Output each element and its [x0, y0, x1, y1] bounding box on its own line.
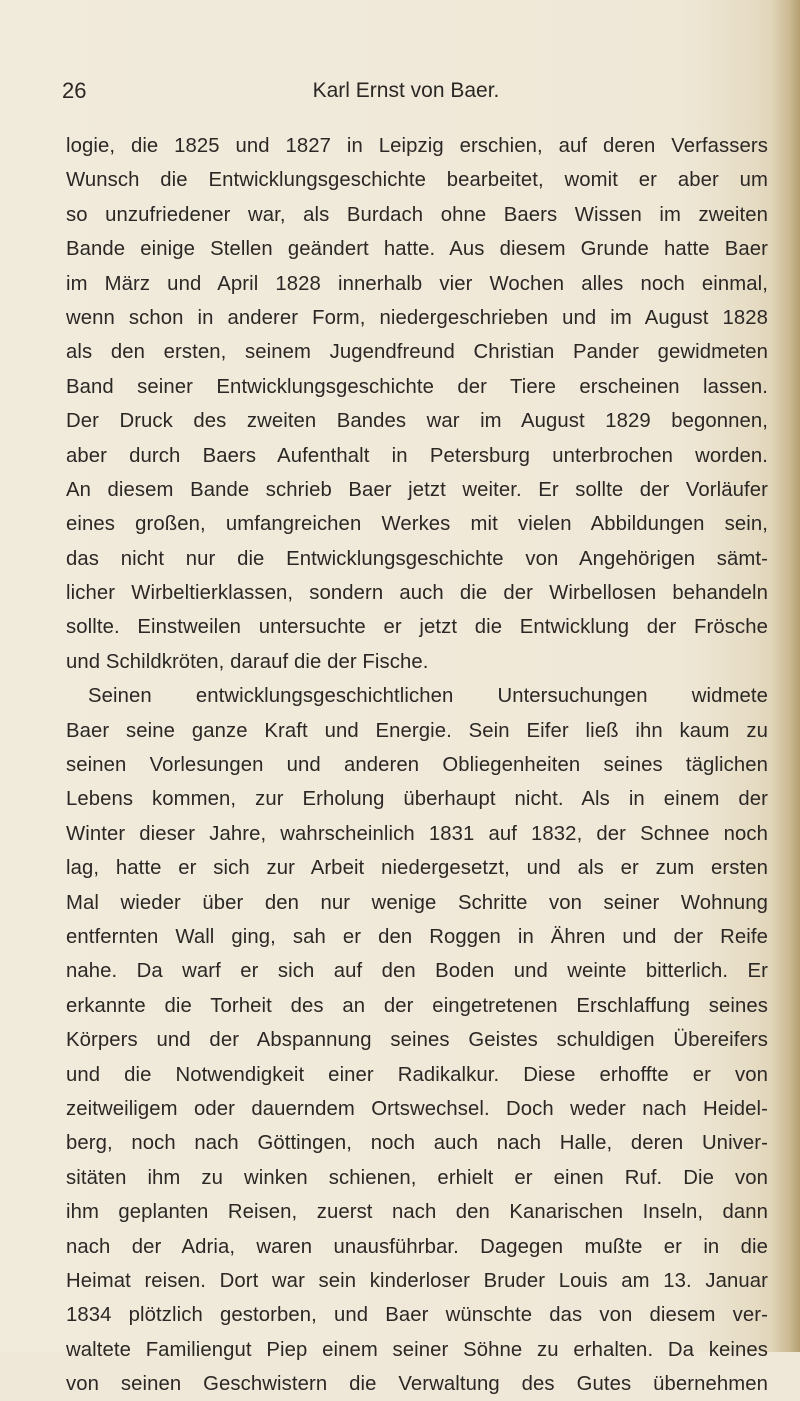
- text-line: waltete Familiengut Piep einem seiner Söhne zu erhalten. Da keines: [66, 1338, 768, 1361]
- text-line: nach der Adria, waren unausführbar. Dagegen mußte er in die: [66, 1235, 768, 1258]
- text-line: Band seiner Entwicklungsgeschichte der Tiere erscheinen lassen.: [66, 375, 768, 398]
- text-line: ihm geplanten Reisen, zuerst nach den Kanarischen Inseln, dann: [66, 1201, 768, 1224]
- text-line: berg, noch nach Göttingen, noch auch nach Halle, deren Univer-: [66, 1132, 768, 1155]
- text-line: licher Wirbeltierklassen, sondern auch die der Wirbellosen behandeln: [66, 582, 768, 605]
- paragraph-start-line: Seinen entwicklungsgeschichtlichen Untersuchungen widmete: [88, 685, 768, 708]
- text-line: seinen Vorlesungen und anderen Obliegenheiten seines täglichen: [66, 754, 768, 777]
- running-head: Karl Ernst von Baer.: [312, 79, 500, 102]
- text-line: Körpers und der Abspannung seines Geistes schuldigen Übereifers: [66, 1029, 768, 1052]
- text-line: Winter dieser Jahre, wahrscheinlich 1831 auf 1832, der Schnee noch: [66, 822, 768, 845]
- text-line: Bande einige Stellen geändert hatte. Aus diesem Grunde hatte Baer: [66, 238, 768, 261]
- body-text: [66, 129, 768, 1401]
- text-line: Heimat reisen. Dort war sein kinderloser Bruder Louis am 13. Januar: [66, 1269, 768, 1292]
- text-line: entfernten Wall ging, sah er den Roggen in Ähren und der Reife: [66, 925, 768, 948]
- text-line: sollte. Einstweilen untersuchte er jetzt die Entwicklung der Frösche: [66, 616, 768, 639]
- text-line: sitäten ihm zu winken schienen, erhielt er einen Ruf. Die von: [66, 1166, 768, 1189]
- text-line: als den ersten, seinem Jugendfreund Christian Pander gewidmeten: [66, 341, 768, 364]
- text-line: erkannte die Torheit des an der eingetretenen Erschlaffung seines: [66, 994, 768, 1017]
- text-line: zeitweiligem oder dauerndem Ortswechsel. Doch weder nach Heidel-: [66, 1097, 768, 1120]
- text-line: im März und April 1828 innerhalb vier Wochen alles noch einmal,: [66, 272, 768, 295]
- text-line: und die Notwendigkeit einer Radikalkur. Diese erhoffte er von: [66, 1063, 768, 1086]
- text-line: Mal wieder über den nur wenige Schritte von seiner Wohnung: [66, 891, 768, 914]
- text-line: von seinen Geschwistern die Verwaltung des Gutes übernehmen: [66, 1373, 768, 1396]
- text-line: 1834 plötzlich gestorben, und Baer wünschte das von diesem ver-: [66, 1304, 768, 1327]
- text-line: Der Druck des zweiten Bandes war im August 1829 begonnen,: [66, 410, 768, 433]
- text-line: eines großen, umfangreichen Werkes mit vielen Abbildungen sein,: [66, 513, 768, 536]
- paragraph-end-line: und Schildkröten, darauf die der Fische.: [66, 650, 429, 673]
- page-edge-shadow: [772, 0, 800, 1352]
- text-line: Baer seine ganze Kraft und Energie. Sein Eifer ließ ihn kaum zu: [66, 719, 768, 742]
- text-line: das nicht nur die Entwicklungsgeschichte von Angehörigen sämt-: [66, 547, 768, 570]
- text-line: wenn schon in anderer Form, niedergeschrieben und im August 1828: [66, 306, 768, 329]
- text-line: An diesem Bande schrieb Baer jetzt weiter. Er sollte der Vorläufer: [66, 478, 768, 501]
- text-line: aber durch Baers Aufenthalt in Petersburg unterbrochen worden.: [66, 444, 768, 467]
- text-line: logie, die 1825 und 1827 in Leipzig erschien, auf deren Verfassers: [66, 135, 768, 157]
- text-line: Wunsch die Entwicklungsgeschichte bearbeitet, womit er aber um: [66, 169, 768, 192]
- page-header: [62, 76, 762, 110]
- text-line: Lebens kommen, zur Erholung überhaupt nicht. Als in einem der: [66, 788, 768, 811]
- page-number: 26: [62, 78, 87, 103]
- text-line: nahe. Da warf er sich auf den Boden und weinte bitterlich. Er: [66, 960, 768, 983]
- text-line: lag, hatte er sich zur Arbeit niedergesetzt, und als er zum ersten: [66, 857, 768, 880]
- text-line: so unzufriedener war, als Burdach ohne Baers Wissen im zweiten: [66, 203, 768, 226]
